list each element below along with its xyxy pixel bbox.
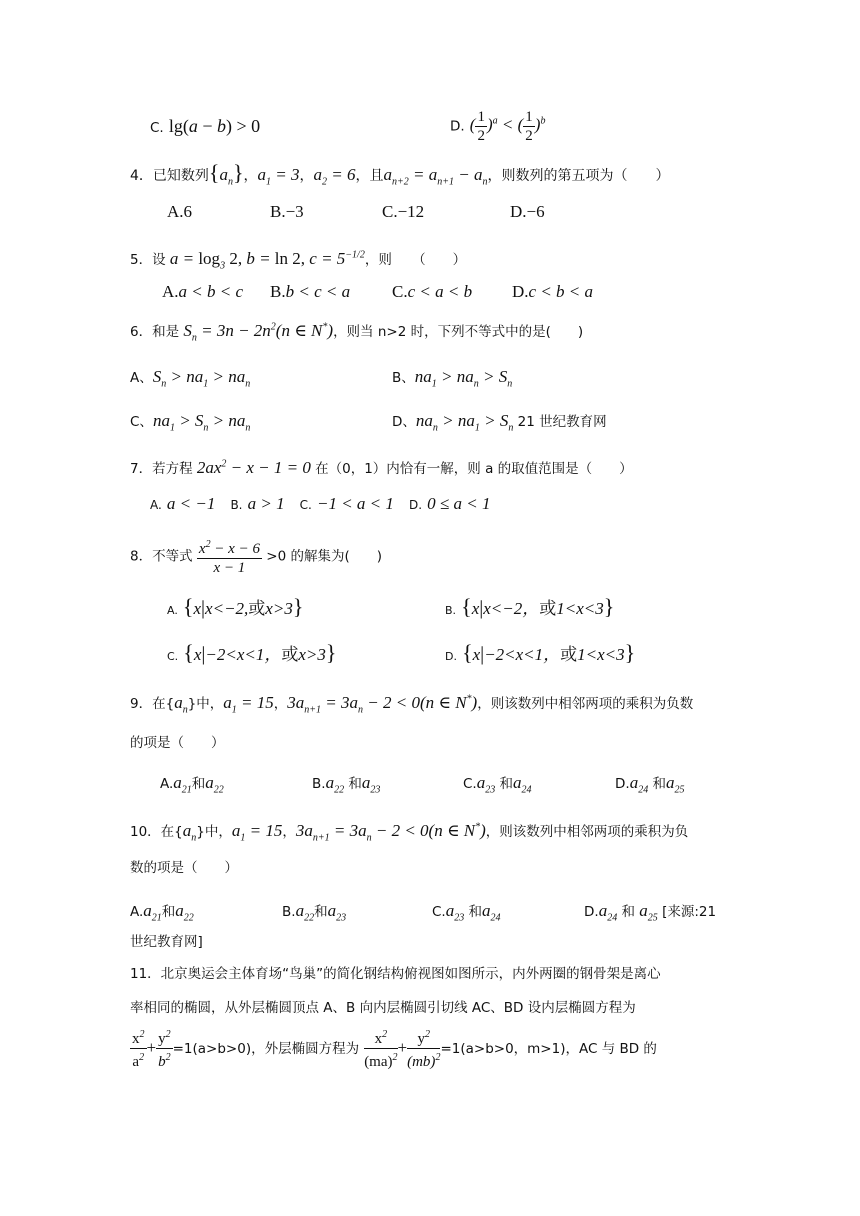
q11-line3: $\frac{x^2}{a^2}$ + $\frac{y^2}{b^2}$ =1(a>b>0)，外层椭圆方程为 $\frac{x^2}{(ma)^2}$ + $\frac{y^2}{(mb)^2}$ =1(a>b>0，m>1)，AC 与 BD 的: [130, 1026, 657, 1071]
q8-option-c: C. {x|−2<x<1，或x>3}: [167, 640, 337, 665]
q3-option-c: C. lg(a − b) > 0: [150, 116, 261, 136]
q10-stem-cont: 数的项是（ ）: [130, 860, 238, 876]
q11-line2: 率相同的椭圆，从外层椭圆顶点 A、B 向内层椭圆引切线 AC、BD 设内层椭圆方程为: [130, 1000, 636, 1016]
q5-option-c: C.c < a < b: [392, 282, 473, 301]
q9-stem: 9．在$\{a_n\}$中，$a_1 = 15$，$3a_{n+1} = 3a_n - 2 < 0(n$ ∈ N*)，则该数列中相邻两项的乘积为负数: [130, 693, 694, 716]
q6-option-a: A、$S_n > na_1 > na_n$: [130, 367, 251, 390]
q6-option-c: C、$na_1 > S_n > na_n$: [130, 411, 251, 434]
q4-option-d: D.−6: [510, 202, 545, 221]
q7-options: A. a < −1 B. a > 1 C. −1 < a < 1 D. 0 ≤ a < 1: [150, 494, 491, 513]
q4-option-c: C.−12: [382, 202, 425, 221]
q3-option-d-expr: ( $\frac{1}{2}$ )$^a$ < ( $\frac{1}{2}$ )$^b$: [469, 109, 546, 144]
q10-stem: 10．在$\{a_n\}$中，$a_1 = 15$，$3a_{n+1} = 3a_n - 2 < 0(n$ ∈ N*)，则该数列中相邻两项的乘积为负: [130, 821, 689, 844]
q6-stem: 6．和是 $S_n = 3n - 2n^2(n$ ∈ N*)，则当 n>2 时，下列不等式中的是( ): [130, 321, 584, 344]
q9-stem-cont: 的项是（ ）: [130, 735, 225, 751]
q7-stem: 7．若方程 $2ax^2 - x - 1 = 0$ 在（0，1）内恰有一解，则 a 的取值范围是（ ）: [130, 458, 633, 477]
q8-option-b: B. {x|x<−2，或1<x<3}: [445, 594, 615, 619]
q8-option-a: A. {x|x<−2,或x>3}: [167, 594, 304, 619]
q5-option-d: D.c < b < a: [512, 282, 594, 301]
q8-fraction: $\frac{x^2 - x - 6}{x - 1}$: [197, 536, 262, 577]
q4-option-a: A.6: [167, 202, 193, 221]
q5-option-b: B.b < c < a: [270, 282, 351, 301]
q3-option-c-expr: lg(a − b) > 0: [168, 116, 261, 136]
q8-option-d: D. {x|−2<x<1，或1<x<3}: [445, 640, 636, 665]
q3-option-d: D. ( $\frac{1}{2}$ )$^a$ < ( $\frac{1}{2}$ )$^b$: [450, 109, 546, 144]
q5-stem: 5．设 $a = \log_3 2$, b = ln 2, $c = 5^{-1/2}$，则 （ ）: [130, 249, 467, 272]
q6-option-b: B、$na_1 > na_n > S_n$: [392, 367, 513, 390]
q8-stem: 8．不等式 $\frac{x^2 - x - 6}{x - 1}$ >0 的解集为( ): [130, 536, 382, 577]
q10-source-cont: 世纪教育网]: [130, 934, 203, 950]
q6-option-d: D、$na_n > na_1 > S_n$ 21 世纪教育网: [392, 411, 607, 434]
q11-line1: 11．北京奥运会主体育场“鸟巢”的简化钢结构俯视图如图所示，内外两圈的钢骨架是离心: [130, 966, 661, 982]
q5-option-a: A.a < b < c: [162, 282, 244, 301]
q4-stem: 4．已知数列$\{a_n\}$，$a_1 = 3$，$a_2 = 6$，且$a_{n+2} = a_{n+1} - a_n$，则数列的第五项为（ ）: [130, 160, 670, 188]
q4-option-b: B.−3: [270, 202, 304, 221]
